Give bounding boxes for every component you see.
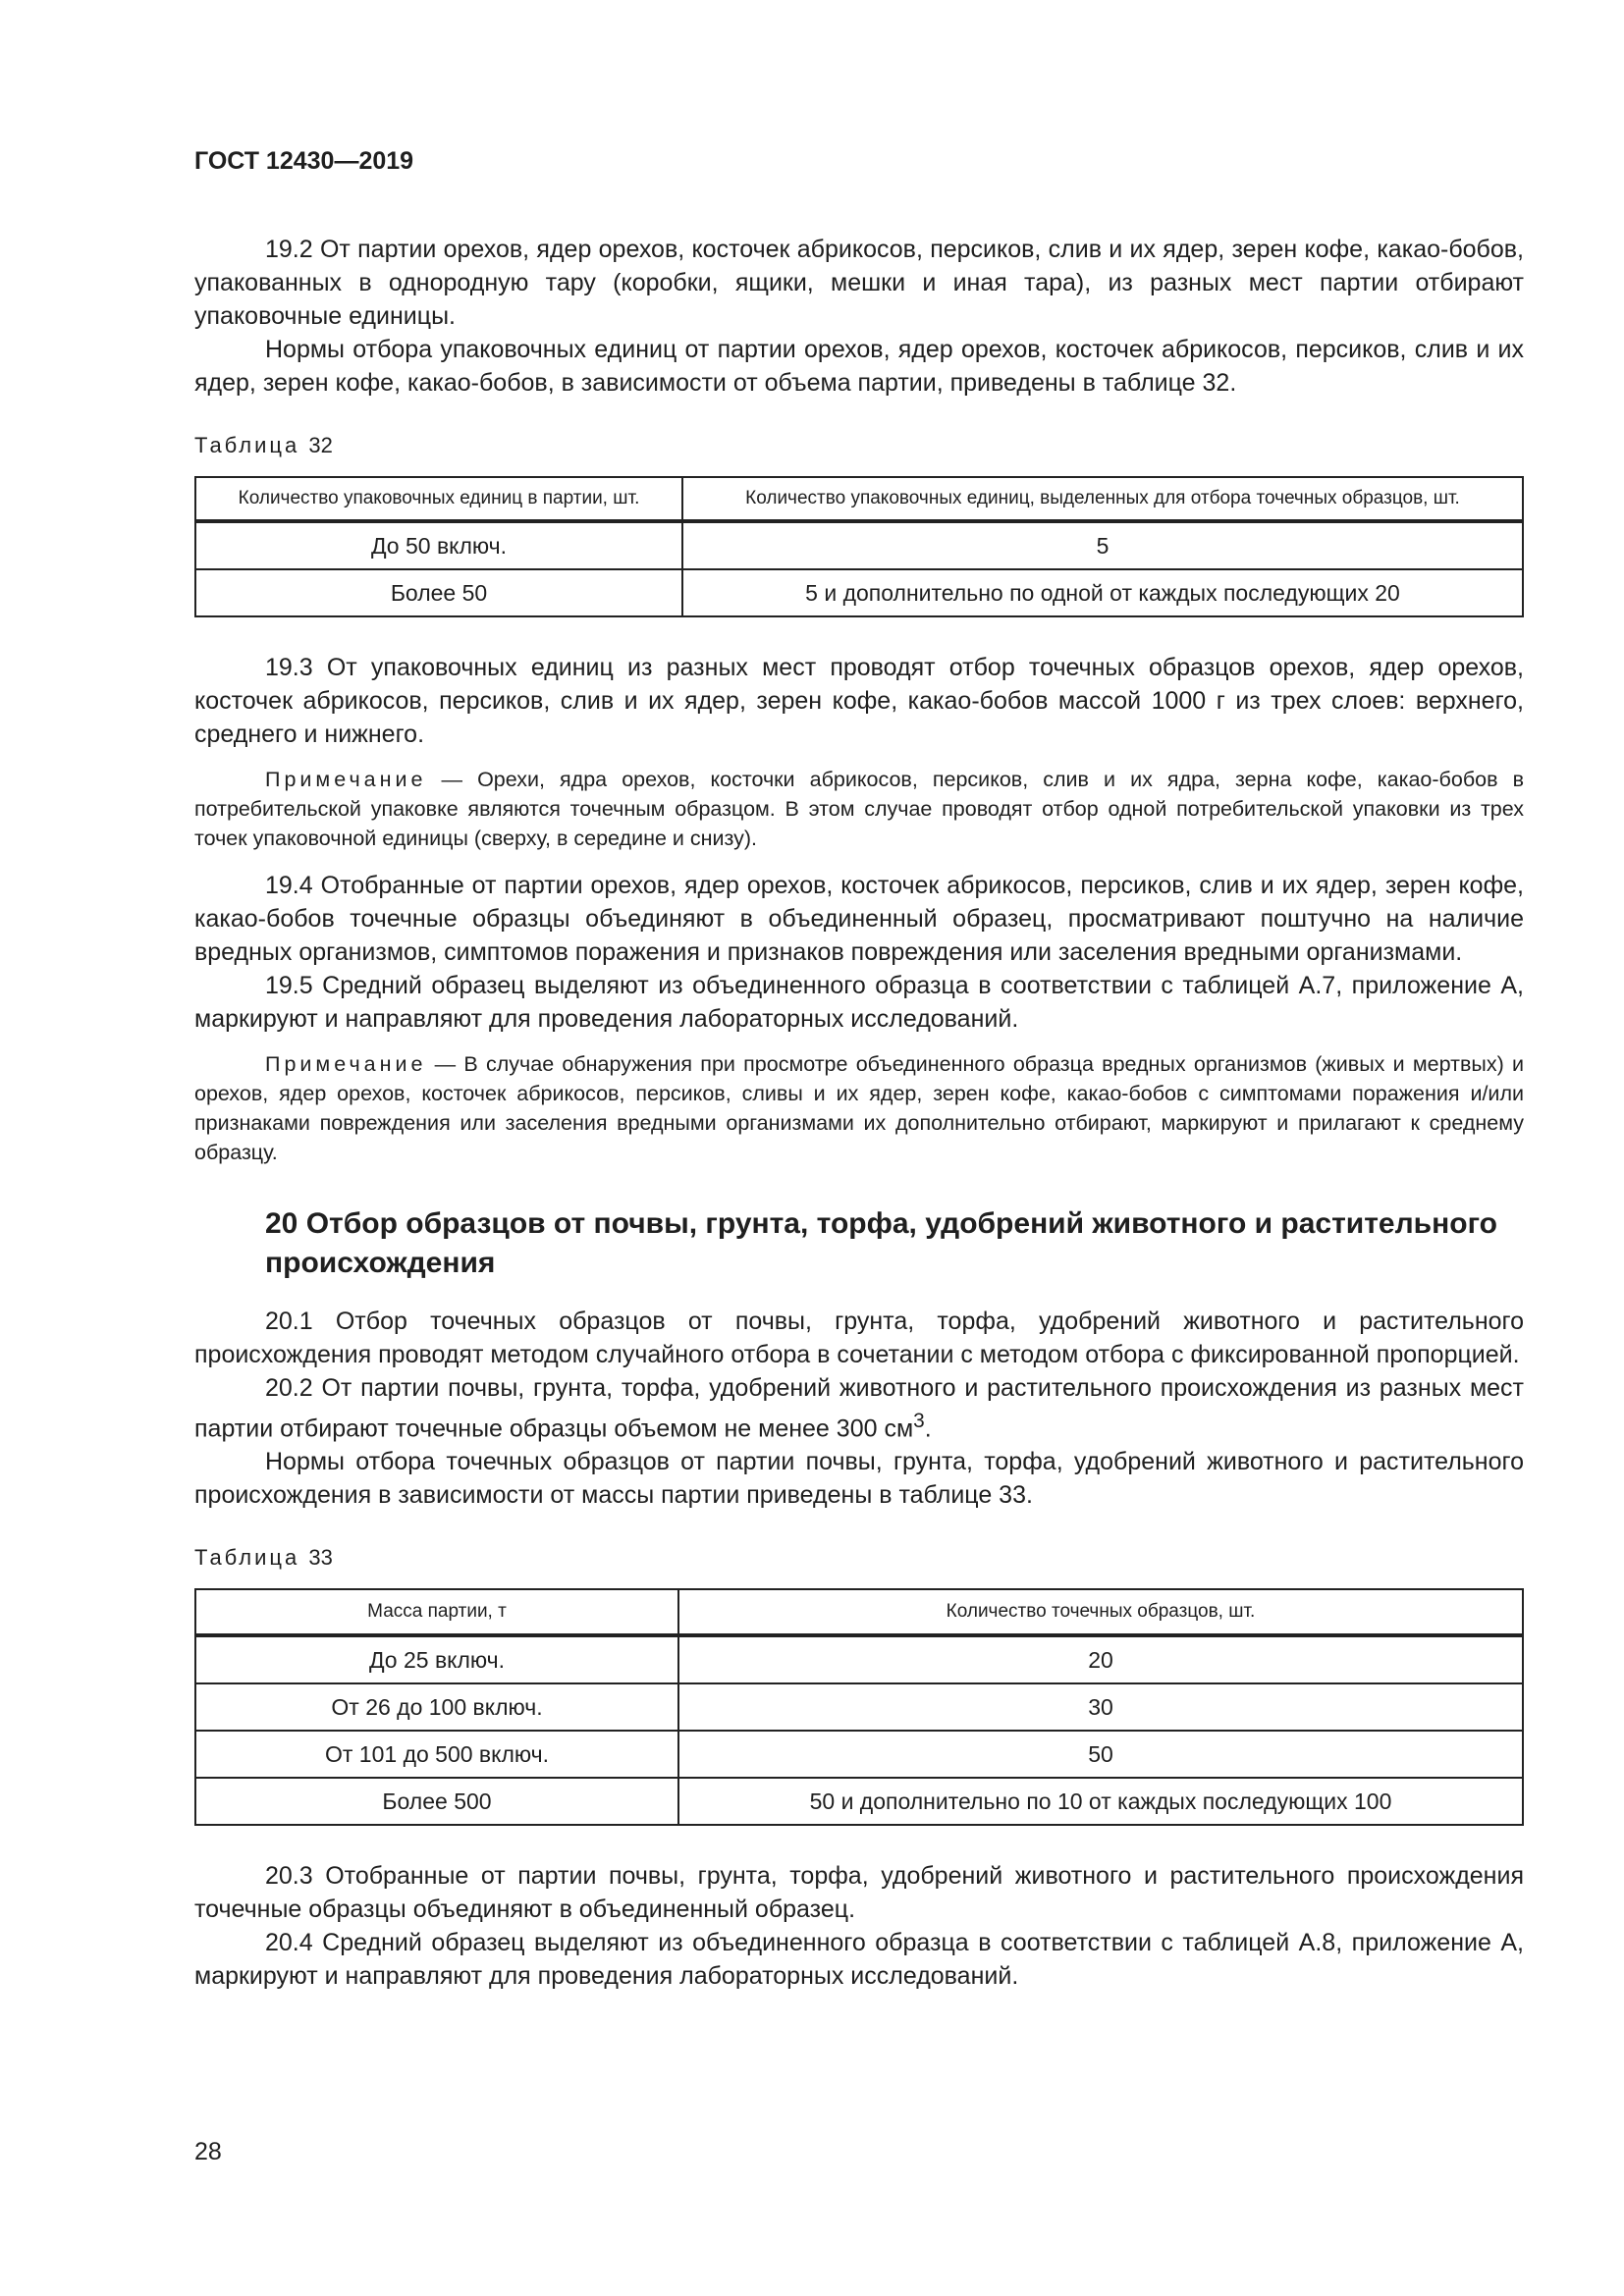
table-cell: До 50 включ.: [195, 521, 682, 569]
paragraph-20-2: [194, 1371, 1524, 1445]
paragraph-20-2-end: .: [924, 1415, 932, 1443]
paragraph-20-1: 20.1 Отбор точечных образцов от почвы, грунта, торфа, удобрений животного и растительного происхождения проводят методом случайного отбора в сочетании с методом отбора с фиксированной пропорцией.: [194, 1308, 1524, 1368]
table-cell: Более 50: [195, 569, 682, 616]
note-label: Примечание: [265, 1052, 427, 1076]
paragraph-20-3: 20.3 Отобранные от партии почвы, грунта, торфа, удобрений животного и растительного происхождения точечные образцы объединяют в объединенный образец.: [194, 1862, 1524, 1924]
table-row: [195, 1683, 1523, 1731]
table-cell: 20: [678, 1635, 1523, 1683]
table-header-cell: Количество точечных образцов, шт.: [678, 1589, 1523, 1635]
table-caption-number: 33: [308, 1545, 333, 1571]
table-header-row: [195, 1589, 1523, 1635]
note-2: [194, 1049, 1524, 1167]
note-label: Примечание: [265, 768, 427, 791]
table-cell: 5: [682, 521, 1523, 569]
table-row: [195, 1731, 1523, 1778]
table-33-caption: [194, 1545, 1524, 1571]
table-cell: 30: [678, 1683, 1523, 1731]
table-row: [195, 1635, 1523, 1683]
paragraph-19-3: 19.3 От упаковочных единиц из разных мест проводят отбор точечных образцов орехов, ядер орехов, косточек абрикосов, персиков, слив и их ядер, зерен кофе, какао-бобов массой 1000 г из трех слоев: верхнего, среднего и нижнего.: [194, 654, 1524, 748]
table-caption-number: 32: [308, 433, 333, 457]
table-32-caption: [194, 433, 1524, 458]
table-header-cell: Количество упаковочных единиц, выделенных для отбора точечных образцов, шт.: [682, 477, 1523, 521]
note-1: [194, 765, 1524, 853]
table-row: [195, 569, 1523, 616]
paragraph-19-4: 19.4 Отобранные от партии орехов, ядер орехов, косточек абрикосов, персиков, слив и их ядер, зерен кофе, какао-бобов точечные образцы объединяют в объединенный образец, просматривают поштучно на наличие вредных организмов, симптомов поражения и признаков повреждения или заселения вредными организмами.: [194, 872, 1524, 966]
table-cell: От 26 до 100 включ.: [195, 1683, 678, 1731]
paragraph-20-2-text: 20.2 От партии почвы, грунта, торфа, удобрений животного и растительного происхождения из разных мест партии отбирают точечные образцы объемом не менее 300 см: [194, 1374, 1524, 1443]
paragraph-20-2-norms: Нормы отбора точечных образцов от партии почвы, грунта, торфа, удобрений животного и растительного происхождения в зависимости от массы партии приведены в таблице 33.: [194, 1448, 1524, 1510]
paragraph-19-2: 19.2 От партии орехов, ядер орехов, косточек абрикосов, персиков, слив и их ядер, зерен кофе, какао-бобов, упакованных в однородную тару (коробки, ящики, мешки и иная тара), из разных мест партии отбирают упаковочные единицы.: [194, 236, 1524, 330]
paragraph-19-2-norms: Нормы отбора упаковочных единиц от партии орехов, ядер орехов, косточек абрикосов, персиков, слив и их ядер, зерен кофе, какао-бобов, в зависимости от объема партии, приведены в таблице 32.: [194, 336, 1524, 397]
table-33: [194, 1588, 1524, 1826]
table-cell: 5 и дополнительно по одной от каждых последующих 20: [682, 569, 1523, 616]
table-row: [195, 521, 1523, 569]
table-cell: 50 и дополнительно по 10 от каждых последующих 100: [678, 1778, 1523, 1825]
note-text: — В случае обнаружения при просмотре объединенного образца вредных организмов (живых и мертвых) и орехов, ядер орехов, косточек абрикосов, персиков, сливы и их ядер, зерен кофе, какао-бобов с симптомами поражения и/или признаками повреждения или заселения вредными организмами их дополнительно отбирают, маркируют и прилагают к среднему образцу.: [194, 1052, 1524, 1164]
document-page: [194, 147, 1524, 1993]
paragraph-20-4: 20.4 Средний образец выделяют из объединенного образца в соответствии с таблицей А.8, приложение А, маркируют и направляют для проведения лабораторных исследований.: [194, 1929, 1524, 1991]
paragraph-19-5: 19.5 Средний образец выделяют из объединенного образца в соответствии с таблицей А.7, приложение А, маркируют и направляют для проведения лабораторных исследований.: [194, 972, 1524, 1033]
table-cell: До 25 включ.: [195, 1635, 678, 1683]
table-cell: Более 500: [195, 1778, 678, 1825]
section-20-heading: 20 Отбор образцов от почвы, грунта, торфа, удобрений животного и растительного происхождения: [265, 1207, 1497, 1279]
table-header-cell: Количество упаковочных единиц в партии, шт.: [195, 477, 682, 521]
table-header-cell: Масса партии, т: [195, 1589, 678, 1635]
superscript-3: 3: [913, 1410, 925, 1432]
table-row: [195, 1778, 1523, 1825]
note-text: — Орехи, ядра орехов, косточки абрикосов, персиков, слив и их ядра, зерна кофе, какао-бобов в потребительской упаковке являются точечным образцом. В этом случае проводят отбор одной потребительской упаковки из трех точек упаковочной единицы (сверху, в середине и снизу).: [194, 768, 1524, 850]
table-cell: От 101 до 500 включ.: [195, 1731, 678, 1778]
table-32: [194, 476, 1524, 617]
table-caption-word: Таблица: [194, 433, 300, 457]
page-number: 28: [194, 2138, 222, 2165]
table-cell: 50: [678, 1731, 1523, 1778]
document-code-header: ГОСТ 12430—2019: [194, 147, 414, 175]
table-caption-word: Таблица: [194, 1545, 300, 1571]
table-header-row: [195, 477, 1523, 521]
